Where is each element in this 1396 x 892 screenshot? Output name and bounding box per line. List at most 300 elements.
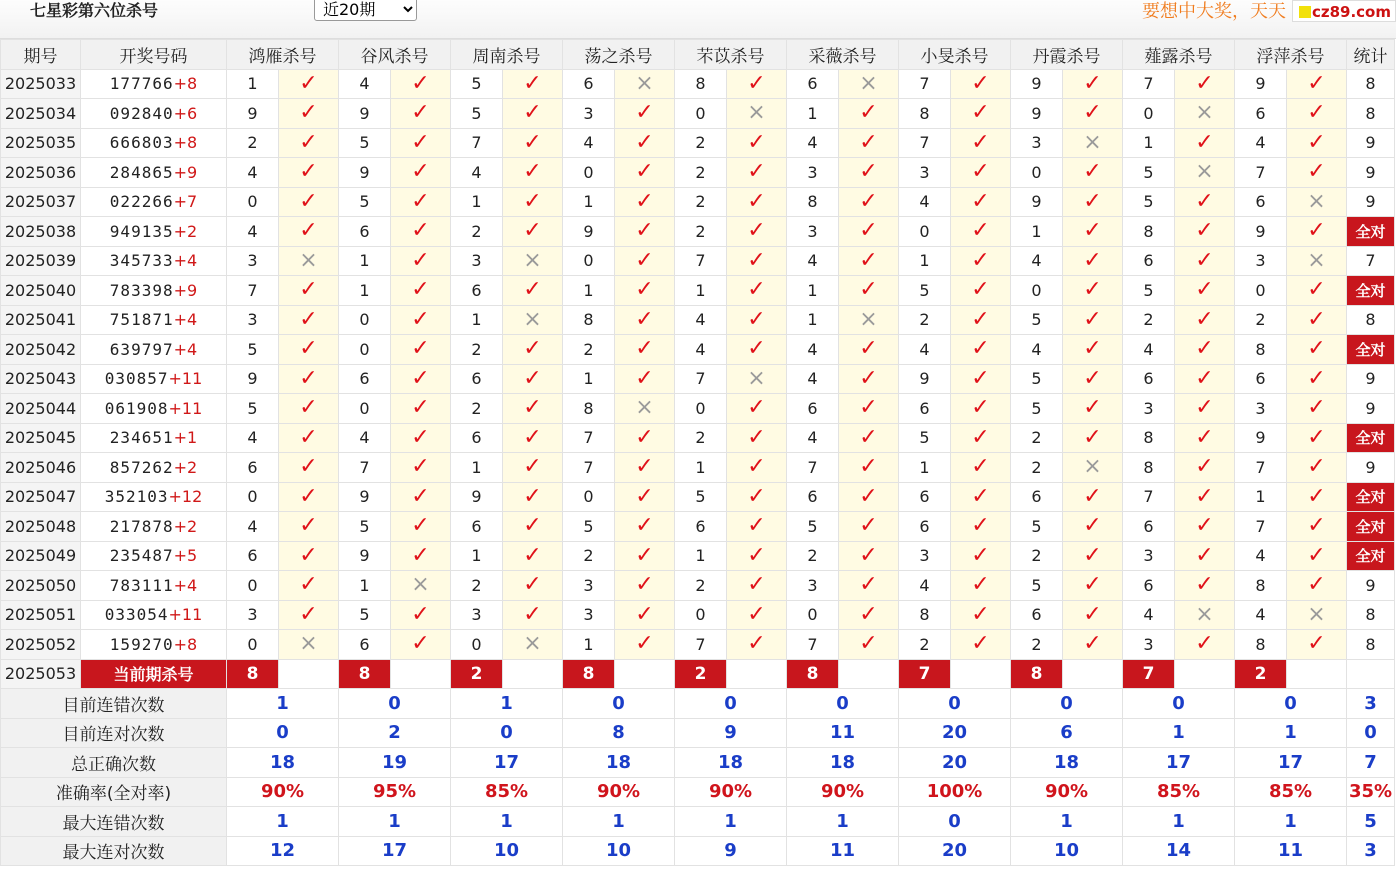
check-icon: ✓: [503, 364, 563, 394]
check-icon: ✓: [391, 246, 451, 276]
check-icon: ✓: [503, 69, 563, 99]
check-icon: ✓: [615, 99, 675, 129]
kill-number-cell: 1: [787, 305, 839, 335]
kill-number-cell: 5: [1011, 364, 1063, 394]
kill-number-cell: 6: [787, 69, 839, 99]
draw-cell: [81, 630, 227, 660]
check-icon: ✓: [503, 482, 563, 512]
draw-cell: [81, 187, 227, 217]
kill-number-cell: 7: [339, 453, 391, 483]
table-row: [1, 276, 1395, 306]
check-icon: ✓: [727, 423, 787, 453]
check-icon: ✓: [1175, 394, 1235, 424]
page-title: 七星彩第六位杀号: [30, 1, 159, 20]
check-icon: ✓: [727, 69, 787, 99]
draw-number: 022266: [109, 192, 174, 212]
check-icon: ✓: [839, 364, 899, 394]
issue-cell: 2025046: [1, 453, 81, 483]
kill-number-cell: 5: [563, 512, 615, 542]
check-icon: ✓: [839, 512, 899, 542]
header-expert: 谷风杀号: [339, 40, 451, 70]
check-icon: ✓: [615, 571, 675, 601]
draw-cell: [81, 541, 227, 571]
check-icon: ✓: [1063, 69, 1123, 99]
blank-cell: [839, 659, 899, 689]
site-logo[interactable]: [1292, 0, 1396, 22]
kill-number-cell: 6: [899, 482, 951, 512]
check-icon: ✓: [615, 246, 675, 276]
check-icon: ✓: [615, 541, 675, 571]
check-icon: ✓: [1063, 246, 1123, 276]
issue-cell: 2025045: [1, 423, 81, 453]
kill-number-cell: 1: [339, 276, 391, 306]
check-icon: ✓: [503, 541, 563, 571]
check-icon: ✓: [1063, 335, 1123, 365]
kill-number-cell: 5: [1011, 394, 1063, 424]
kill-number-cell: 8: [563, 394, 615, 424]
check-icon: ✓: [1175, 541, 1235, 571]
kill-number-cell: 4: [339, 423, 391, 453]
issue-cell: 2025048: [1, 512, 81, 542]
cross-icon: ×: [391, 571, 451, 601]
kill-number-cell: 2: [675, 187, 727, 217]
check-icon: ✓: [1063, 305, 1123, 335]
kill-number-cell: 9: [1011, 69, 1063, 99]
stat-cell: 8: [1347, 305, 1395, 335]
check-icon: ✓: [503, 512, 563, 542]
cross-icon: ×: [1175, 158, 1235, 188]
kill-number-cell: 3: [1011, 128, 1063, 158]
stat-cell: 8: [1347, 69, 1395, 99]
draw-cell: [81, 482, 227, 512]
check-icon: ✓: [1063, 541, 1123, 571]
check-icon: ✓: [951, 453, 1011, 483]
kill-number-cell: 1: [787, 99, 839, 129]
draw-cell: [81, 305, 227, 335]
kill-number-cell: 1: [675, 276, 727, 306]
check-icon: ✓: [727, 571, 787, 601]
table-row: [1, 600, 1395, 630]
summary-stat: 3: [1347, 836, 1395, 866]
check-icon: ✓: [1287, 364, 1347, 394]
kill-number-cell: 4: [227, 158, 279, 188]
cross-icon: ×: [1175, 99, 1235, 129]
check-icon: ✓: [951, 482, 1011, 512]
draw-extra: +2: [173, 516, 198, 536]
issue-cell: 2025039: [1, 246, 81, 276]
kill-number-cell: 6: [227, 541, 279, 571]
kill-number-cell: 4: [787, 335, 839, 365]
check-icon: ✓: [503, 453, 563, 483]
summary-value: 90%: [675, 777, 787, 807]
kill-number-cell: 8: [1123, 453, 1175, 483]
kill-number-cell: 0: [227, 482, 279, 512]
kill-number-cell: 3: [899, 541, 951, 571]
check-icon: ✓: [839, 394, 899, 424]
kill-number-cell: 8: [1235, 630, 1287, 660]
check-icon: ✓: [839, 423, 899, 453]
cross-icon: ×: [1175, 600, 1235, 630]
cross-icon: ×: [839, 305, 899, 335]
kill-number-cell: 3: [899, 158, 951, 188]
kill-number-cell: 0: [675, 394, 727, 424]
summary-value: 10: [1011, 836, 1123, 866]
kill-number-cell: 1: [563, 187, 615, 217]
check-icon: ✓: [615, 512, 675, 542]
summary-value: 0: [899, 807, 1011, 837]
issue-cell: 2025040: [1, 276, 81, 306]
check-icon: ✓: [615, 423, 675, 453]
blank-cell: [1287, 659, 1347, 689]
draw-cell: [81, 158, 227, 188]
check-icon: ✓: [1287, 630, 1347, 660]
check-icon: ✓: [503, 394, 563, 424]
kill-number-cell: 7: [899, 128, 951, 158]
check-icon: ✓: [839, 246, 899, 276]
check-icon: ✓: [1063, 394, 1123, 424]
check-icon: ✓: [1175, 246, 1235, 276]
check-icon: ✓: [951, 158, 1011, 188]
check-icon: ✓: [615, 335, 675, 365]
draw-cell: [81, 394, 227, 424]
stat-cell: 9: [1347, 187, 1395, 217]
table-row: [1, 246, 1395, 276]
kill-number-cell: 1: [1123, 128, 1175, 158]
check-icon: ✓: [839, 187, 899, 217]
kill-number-cell: 3: [227, 246, 279, 276]
stat-cell: 9: [1347, 128, 1395, 158]
check-icon: ✓: [1175, 630, 1235, 660]
issue-cell: 2025043: [1, 364, 81, 394]
check-icon: ✓: [615, 305, 675, 335]
kill-number-cell: 5: [1011, 512, 1063, 542]
draw-number: 783398: [109, 280, 174, 300]
stat-cell: 8: [1347, 99, 1395, 129]
summary-value: 0: [899, 689, 1011, 719]
current-kill-number: 2: [451, 659, 503, 689]
draw-number: 857262: [109, 457, 174, 477]
stat-cell: 全对: [1347, 217, 1395, 247]
kill-number-cell: 4: [451, 158, 503, 188]
kill-number-cell: 1: [339, 246, 391, 276]
check-icon: ✓: [503, 128, 563, 158]
kill-number-cell: 4: [787, 364, 839, 394]
check-icon: ✓: [951, 99, 1011, 129]
table-row: [1, 571, 1395, 601]
kill-number-cell: 2: [1011, 423, 1063, 453]
kill-number-cell: 0: [227, 571, 279, 601]
draw-extra: +8: [173, 133, 198, 153]
kill-number-cell: 0: [1235, 276, 1287, 306]
draw-cell: [81, 99, 227, 129]
check-icon: ✓: [951, 423, 1011, 453]
current-issue-row: [1, 659, 1395, 689]
header-expert: 小旻杀号: [899, 40, 1011, 70]
check-icon: ✓: [1175, 305, 1235, 335]
kill-number-cell: 9: [1235, 217, 1287, 247]
draw-number: 783111: [109, 575, 174, 595]
kill-number-cell: 2: [675, 128, 727, 158]
stat-cell: 全对: [1347, 423, 1395, 453]
blank-cell: [1347, 659, 1395, 689]
summary-value: 85%: [1235, 777, 1347, 807]
kill-number-cell: 1: [563, 364, 615, 394]
kill-number-cell: 0: [675, 99, 727, 129]
check-icon: ✓: [1287, 99, 1347, 129]
blank-cell: [503, 659, 563, 689]
check-icon: ✓: [1175, 423, 1235, 453]
current-kill-number: 8: [339, 659, 391, 689]
kill-number-cell: 0: [227, 187, 279, 217]
summary-value: 90%: [563, 777, 675, 807]
draw-cell: [81, 217, 227, 247]
kill-number-cell: 6: [899, 512, 951, 542]
kill-number-cell: 4: [227, 423, 279, 453]
check-icon: ✓: [391, 394, 451, 424]
table-row: [1, 158, 1395, 188]
check-icon: ✓: [1175, 453, 1235, 483]
issue-cell: 2025033: [1, 69, 81, 99]
summary-value: 95%: [339, 777, 451, 807]
draw-extra: +9: [173, 280, 198, 300]
summary-value: 9: [675, 718, 787, 748]
check-icon: ✓: [1063, 571, 1123, 601]
blank-cell: [615, 659, 675, 689]
cross-icon: ×: [1287, 187, 1347, 217]
table-header-row: [1, 40, 1395, 70]
kill-number-cell: 1: [339, 571, 391, 601]
kill-number-cell: 9: [339, 99, 391, 129]
draw-extra: +11: [168, 605, 203, 625]
draw-extra: +6: [173, 103, 198, 123]
check-icon: ✓: [951, 305, 1011, 335]
kill-number-cell: 7: [563, 423, 615, 453]
summary-value: 0: [339, 689, 451, 719]
summary-value: 1: [451, 807, 563, 837]
table-row: [1, 482, 1395, 512]
check-icon: ✓: [279, 128, 339, 158]
kill-number-cell: 3: [1123, 394, 1175, 424]
table-row: [1, 69, 1395, 99]
check-icon: ✓: [279, 482, 339, 512]
kill-number-cell: 0: [1011, 158, 1063, 188]
check-icon: ✓: [951, 541, 1011, 571]
kill-number-cell: 2: [563, 335, 615, 365]
check-icon: ✓: [1063, 600, 1123, 630]
cross-icon: ×: [1287, 246, 1347, 276]
draw-cell: [81, 128, 227, 158]
summary-value: 1: [1123, 807, 1235, 837]
check-icon: ✓: [391, 512, 451, 542]
kill-number-cell: 5: [1011, 305, 1063, 335]
current-kill-number: 8: [227, 659, 279, 689]
check-icon: ✓: [1175, 187, 1235, 217]
kill-number-cell: 8: [899, 600, 951, 630]
summary-value: 17: [1123, 748, 1235, 778]
issue-cell: 2025036: [1, 158, 81, 188]
summary-value: 2: [339, 718, 451, 748]
cross-icon: ×: [279, 246, 339, 276]
check-icon: ✓: [951, 187, 1011, 217]
draw-extra: +1: [173, 428, 198, 448]
kill-number-cell: 2: [227, 128, 279, 158]
kill-number-cell: 7: [1235, 453, 1287, 483]
issue-cell: 2025041: [1, 305, 81, 335]
kill-number-cell: 1: [675, 453, 727, 483]
kill-number-cell: 4: [787, 128, 839, 158]
kill-number-cell: 4: [227, 512, 279, 542]
kill-number-cell: 5: [899, 423, 951, 453]
check-icon: ✓: [1287, 453, 1347, 483]
blank-cell: [391, 659, 451, 689]
kill-number-cell: 1: [451, 541, 503, 571]
kill-number-cell: 5: [675, 482, 727, 512]
kill-number-cell: 4: [1011, 246, 1063, 276]
check-icon: ✓: [951, 394, 1011, 424]
check-icon: ✓: [279, 69, 339, 99]
kill-number-cell: 8: [1123, 423, 1175, 453]
check-icon: ✓: [1287, 571, 1347, 601]
draw-extra: +11: [168, 398, 203, 418]
kill-number-cell: 3: [1123, 541, 1175, 571]
kill-number-table: [0, 39, 1395, 866]
summary-value: 1: [675, 807, 787, 837]
kill-number-cell: 8: [1235, 335, 1287, 365]
kill-number-cell: 6: [787, 482, 839, 512]
check-icon: ✓: [279, 512, 339, 542]
summary-label: 最大连错次数: [1, 807, 227, 837]
check-icon: ✓: [727, 600, 787, 630]
kill-number-cell: 6: [1011, 600, 1063, 630]
check-icon: ✓: [279, 423, 339, 453]
kill-number-cell: 0: [563, 158, 615, 188]
check-icon: ✓: [1175, 128, 1235, 158]
check-icon: ✓: [839, 630, 899, 660]
kill-number-cell: 0: [675, 600, 727, 630]
cross-icon: ×: [615, 69, 675, 99]
header-expert: 浮萍杀号: [1235, 40, 1347, 70]
check-icon: ✓: [391, 305, 451, 335]
summary-value: 1: [1235, 718, 1347, 748]
summary-value: 11: [1235, 836, 1347, 866]
check-icon: ✓: [615, 128, 675, 158]
kill-number-cell: 4: [1235, 128, 1287, 158]
kill-number-cell: 2: [675, 217, 727, 247]
kill-number-cell: 7: [675, 630, 727, 660]
summary-value: 14: [1123, 836, 1235, 866]
kill-number-cell: 9: [339, 541, 391, 571]
check-icon: ✓: [391, 217, 451, 247]
summary-row: [1, 836, 1395, 866]
cross-icon: ×: [503, 246, 563, 276]
kill-number-cell: 2: [675, 571, 727, 601]
table-row: [1, 630, 1395, 660]
table-row: [1, 394, 1395, 424]
check-icon: ✓: [839, 453, 899, 483]
kill-number-cell: 7: [563, 453, 615, 483]
kill-number-cell: 9: [339, 482, 391, 512]
check-icon: ✓: [1175, 276, 1235, 306]
kill-number-cell: 1: [899, 453, 951, 483]
draw-cell: [81, 512, 227, 542]
kill-number-cell: 6: [227, 453, 279, 483]
summary-value: 20: [899, 748, 1011, 778]
draw-extra: +12: [168, 487, 203, 507]
stat-cell: 9: [1347, 364, 1395, 394]
summary-label: 目前连对次数: [1, 718, 227, 748]
kill-number-cell: 6: [1235, 364, 1287, 394]
kill-number-cell: 6: [451, 512, 503, 542]
summary-value: 0: [563, 689, 675, 719]
kill-number-cell: 5: [339, 187, 391, 217]
draw-extra: +2: [173, 457, 198, 477]
summary-value: 90%: [1011, 777, 1123, 807]
stat-cell: 全对: [1347, 541, 1395, 571]
header-expert: 鸿雁杀号: [227, 40, 339, 70]
kill-number-cell: 3: [1235, 394, 1287, 424]
cross-icon: ×: [839, 69, 899, 99]
kill-number-cell: 2: [787, 541, 839, 571]
check-icon: ✓: [1063, 187, 1123, 217]
kill-number-cell: 6: [1235, 99, 1287, 129]
summary-value: 0: [1235, 689, 1347, 719]
stat-cell: 9: [1347, 571, 1395, 601]
kill-number-cell: 9: [227, 364, 279, 394]
check-icon: ✓: [1287, 394, 1347, 424]
check-icon: ✓: [727, 630, 787, 660]
kill-number-cell: 3: [451, 246, 503, 276]
summary-value: 0: [1011, 689, 1123, 719]
kill-number-cell: 4: [1123, 600, 1175, 630]
check-icon: ✓: [727, 128, 787, 158]
kill-number-cell: 6: [1123, 512, 1175, 542]
period-select[interactable]: [314, 0, 417, 21]
draw-extra: +5: [173, 546, 198, 566]
kill-number-cell: 2: [675, 158, 727, 188]
draw-number: 033054: [104, 605, 169, 625]
draw-number: 234651: [109, 428, 174, 448]
summary-value: 20: [899, 836, 1011, 866]
check-icon: ✓: [391, 187, 451, 217]
summary-value: 11: [787, 718, 899, 748]
summary-value: 12: [227, 836, 339, 866]
check-icon: ✓: [1287, 423, 1347, 453]
check-icon: ✓: [1287, 158, 1347, 188]
check-icon: ✓: [503, 187, 563, 217]
kill-number-cell: 5: [339, 128, 391, 158]
stat-cell: 9: [1347, 394, 1395, 424]
summary-value: 18: [1011, 748, 1123, 778]
check-icon: ✓: [951, 69, 1011, 99]
kill-number-cell: 5: [1123, 276, 1175, 306]
issue-cell: 2025035: [1, 128, 81, 158]
check-icon: ✓: [279, 99, 339, 129]
kill-number-cell: 2: [451, 217, 503, 247]
check-icon: ✓: [951, 335, 1011, 365]
current-kill-number: 7: [1123, 659, 1175, 689]
kill-number-cell: 0: [227, 630, 279, 660]
summary-row: [1, 807, 1395, 837]
check-icon: ✓: [391, 364, 451, 394]
check-icon: ✓: [1175, 571, 1235, 601]
check-icon: ✓: [391, 128, 451, 158]
kill-number-cell: 7: [451, 128, 503, 158]
blank-cell: [279, 659, 339, 689]
draw-cell: [81, 423, 227, 453]
summary-value: 17: [1235, 748, 1347, 778]
check-icon: ✓: [391, 541, 451, 571]
check-icon: ✓: [615, 158, 675, 188]
